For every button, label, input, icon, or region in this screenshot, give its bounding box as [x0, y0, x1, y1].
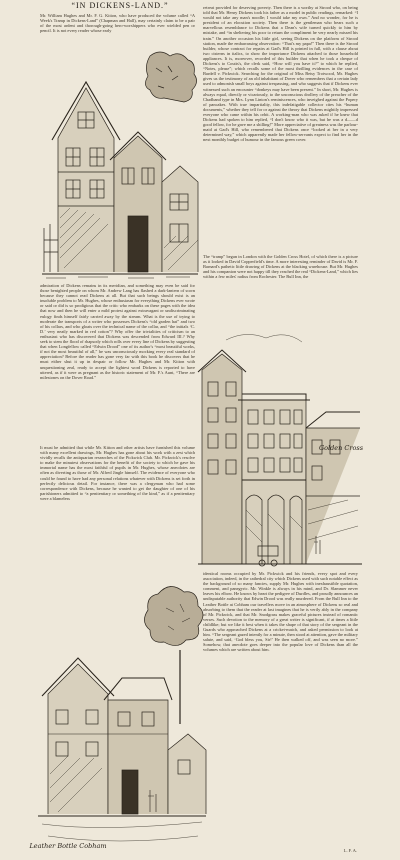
paragraph-admiration: admiration of Dickens remains in its meridian, and something may even be said for those benighted people on whom Mr. Andrew Lang has flashed a dark-lantern of scorn because they cannot read Dickens at all. But that such beings should exist is an insoluble problem to Mr. Hughes, whose enthusiasm for everything Dickens ever wrote or said or did is so prodigious that the critic who embarks on these pages with the idea that now and then he will enter a mild protest against extravagant or undiscriminating eulogy finds himself fairly carried away by the stream. What is the use of trying to moderate the transports of a writer who possesses Dickens's “old garden hat” and two of his collars, and who gloats over the technical name of the collar, and “the initials ‘C. D.’ very neatly marked in red cotton”? Why offer the trivialities of criticism to an enthusiast who has discovered that Dickens was descended from Edward III.? Why seek to stem the flood of rhapsody which rolls over every line of Dickens by suggesting that when Longfellow called “Edwin Drood” one of its author's “most beautiful works, if not the most beautiful of all,” he was unconsciously mocking every real standard of appreciation? Before the reader has gone very far with this book he discovers that he must either shut it up in despair or follow Mr. Hughes and Mr. Kitton with unquestioning zeal, ready to accept the lightest word Dickens is reported to have uttered, as if it were as pregnant as the historic statement of Mr. F.'s Aunt, “There are milestones on the Dover Road.” — [40, 283, 195, 380]
gabled-houses-drawing — [38, 48, 200, 281]
paragraph-identical-rooms: identical rooms occupied by Mr. Pickwick and his friends, every spot and every association, indeed, in the cathedral city which Dickens used with such notable effect as the background of so many fancies, supply Mr. Hughes with inexhaustible quotation, comment, and panegyric. Mr. Winkle is always in his mind, and Dr. Slammer never leaves his elbow. He knows by heart the pedigree of Durdles, and proudly announces an undisputable authority that Edwin Drood was really murdered. From the Bull Inn to the Leather Bottle at Cobham our travellers move in an atmosphere of Dickens so real and absorbing to them that the reader at last imagines that he is verily ably in the company of Mr. Pickwick, and that Mr. Snodgrass makes graceful pictures instead of romantic verses. Such devotion to the memory of a great writer is significant, if at times a little childlike; but we like it best when it takes the shape of that story of the sergeant in the Guards who approached Dickens at a cricket-match, and asked permission to look at him. “The sergeant gazed intently for a minute, then stood at attention, gave the military salute, and said, ‘God bless you, Sir!’ He then walked off, and was seen no more.” Somehow, that anecdote goes deeper into the popular love of Dickens than all the volumes which are written about him. — [203, 571, 358, 653]
caption-golden-cross: Golden Cross — [318, 444, 364, 452]
caption-leather-bottle: Leather Bottle Cobham — [29, 842, 107, 850]
paragraph-admitted: It must be admitted that while Mr. Kitton and other artists have furnished this volume with many excellent drawings, Mr. Hughes has gone about his work with a zest which vividly recalls the antiquarian researches of the Pickwick Club. Mr. Pickwick's resolve to make the minutest observations for the benefit of the society to which he gave his immortal name has the most faithful of pupils in Mr. Hughes, whose anecdotes are often as diverting as those of Mr. Alfred Jingle himself. The evidence of everyone who could be found to have had any personal relations whatever with Dickens is set forth in perfectly delicious detail. For instance, there was a clergyman who had some correspondence with Dickens, because he wanted to get the daughter of one of his parishioners admitted to “a penitentiary or something of the kind,” as if a penitentiary were a blameless — [40, 445, 195, 501]
author-signature: L. F. A. — [343, 848, 357, 853]
illustration-gabled-houses — [38, 48, 200, 281]
paragraph-retreat: retreat provided for deserving poverty. Then there is a worthy at Strood who, on being told that Mr. Henry Dickens took his father as a model in public readings, remarked: “I would not take any man's noodle; I would take my own.” And no wonder, for he is president of an elocution society. Then there is the gentleman who bears such a marvellous resemblance to Dickens that a Dean's wife turned quickly to him by mistake, and “in sheltering his poor to return the compliment he very nearly missed his train.” On another occasion his little girl, seeing Dickens on the platform of Strood station, made the embarrassing observation: “That's my papa!” Then there is the Strood builder, whose contract for repairs at Gad's Hill is printed in full, with a clause about two cisterns in italics, to show the importance Dickens attached to those household appliances. It is, moreover, recorded of this builder that when he took a cheque of Dickens's to Coutts's, the clerk said, “How will you have it?” to which he replied, “Notes, please”; which recalls some of the most thrilling evidences in the case of Bardell v. Pickwick. Searching for the original of Miss Betsy Trotwood, Mr. Hughes gives us the testimony of an old inhabitant of Dover who remembers that a certain lady used to admonish small boys against trespassing, and who suggests that if Dickens ever witnessed such an encounter “donkeys may have been present.” In short, Mr. Hughes is always equal, directly or vicariously, to the unconscious drollery of the preacher of the Chadband type in Mrs. Lynn Linton's reminiscences, who inveighed against the Popery of pancakes. With true impartiality, this indefatigable collector cites his “human documents,” whether they tell for or against the theory that Dickens mightily impressed everyone who came within his orbit. A working-man who was asked if he knew that Dickens had spoken to him replied, “I don't know who it was, but he was a d——d good fellow, for he gave me a shilling!” More appreciative of greatness was the parlour-maid at Gad's Hill, who remembered that Dickens once “looked at her in a very determined way,” which apparently made her fellow-servants expect to find her in the next monthly budget of humour in the famous green cover. — [203, 5, 358, 143]
illustration-leather-bottle — [29, 574, 208, 856]
paragraph-tramp: The “tramp” began in London with the Golden Cross Hotel, of which there is a picture as it looked in David Copperfield's time. A more interesting reminder of David is Mr. F. Barnard's pathetic little drawing of Dickens at the blacking warehouse. But Mr. Hughes and his companion were not happy till they reached the real “Dickens-Land,” which lies within a few miles' radius from Rochester. The Bull Inn, the — [203, 254, 358, 280]
illustration-golden-cross — [196, 300, 364, 568]
leather-bottle-drawing — [29, 574, 208, 856]
golden-cross-drawing — [196, 300, 364, 568]
paragraph-intro: Mr. William Hughes and Mr. F. G. Kitton, who have produced the volume called “A Week's Tramp in Dickens-Land” (Chapman and Hall), may certainly claim to be a pair of the most ardent and thorough-going hero-worshippers who ever wielded pen or pencil. It is not every reader whose early — [40, 13, 195, 34]
article-title: “IN DICKENS-LAND.” — [71, 1, 169, 10]
